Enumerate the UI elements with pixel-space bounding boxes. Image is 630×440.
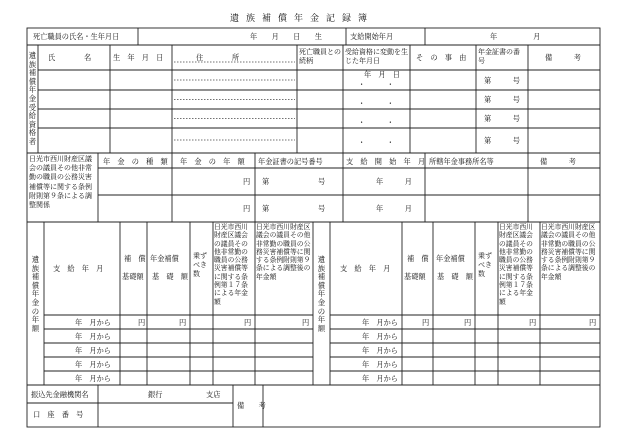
pay-start-label: 支給開始年月: [350, 32, 394, 41]
recipient-row-3-date: ・ ・: [358, 118, 394, 127]
annual-left-row-1-from: 年 月から: [75, 318, 111, 327]
branch-suffix: 支店: [206, 390, 221, 399]
footer-remarks-label: 備 考: [237, 401, 266, 410]
account-number-label: 口 座 番 号: [33, 410, 84, 419]
col-reason-header: そ の 事 由: [416, 53, 467, 62]
annual-right-col-period: 支 給 年 月: [340, 264, 391, 273]
col-cert-header: 年金証書の番 号: [478, 48, 555, 66]
annual-right-col-art17: 日光市西川財産区議会の議員その他非常勤の職員の公務災害補償等に関する条例第１７条による年金額: [499, 223, 533, 306]
deceased-name-label: 死亡職員の氏名・生年月日: [33, 32, 120, 41]
adj-row-1-dai: 第: [262, 177, 270, 186]
annual-left-yen-1: 円: [138, 318, 146, 327]
annual-right-col-hosho-sub: 基礎額: [404, 272, 426, 281]
annual-right-yen-1: 円: [422, 318, 430, 327]
adj-col-start: 支 給 開 始 年 月: [346, 157, 426, 166]
annual-left-yen-2: 円: [179, 318, 187, 327]
col-relation-header: 死亡職員との続柄: [299, 48, 341, 66]
annual-left-row-4-from: 年 月から: [75, 360, 111, 369]
adj-col-type: 年 金 の 種 類: [103, 157, 168, 166]
adj-row-2-go: 号: [318, 204, 326, 213]
adj-col-office: 所轄年金事務所名等: [429, 157, 494, 166]
annual-right-col-jou: 乗ずべき数: [478, 252, 492, 279]
annual-left-yen-3: 円: [244, 318, 252, 327]
annual-right-col-nenkin: 年金補償: [436, 254, 465, 263]
recipient-row-1-cert: 第 号: [484, 76, 520, 85]
col-change-header: 受給資格に変動を生じた年月日: [345, 48, 408, 66]
annual-right-yen-2: 円: [464, 318, 472, 327]
annual-left-yen-4: 円: [302, 318, 310, 327]
deceased-birth-date: 年 月 日 生: [250, 32, 322, 41]
annual-right-yen-3: 円: [529, 318, 537, 327]
annual-left-col-nenkin-sub: 基 礎 額: [152, 272, 188, 281]
recipient-row-3-cert: 第 号: [484, 114, 520, 123]
adj-row-1-yen: 円: [243, 177, 251, 186]
annual-right-col-hosho: 補 償: [407, 254, 429, 263]
annual-left-col-art9: 日光市西川財産区議会の議員その他非常勤の職員の公務災害補償等に関する条例附則第９条による調整後の年金額: [256, 223, 311, 281]
annual-right-row-1-from: 年 月から: [362, 318, 398, 327]
annual-left-row-2-from: 年 月から: [75, 332, 111, 341]
recipient-row-1-date: ・ ・: [358, 80, 394, 89]
annual-right-yen-4: 円: [589, 318, 597, 327]
adj-col-cert: 年金証書の記号番号: [258, 157, 323, 166]
annual-right-row-4-from: 年 月から: [362, 360, 398, 369]
annual-left-col-hosho-sub: 基礎額: [122, 272, 144, 281]
annual-left-row-3-from: 年 月から: [75, 346, 111, 355]
col-name-header: 氏 名: [48, 53, 92, 62]
annual-right-row-5-from: 年 月から: [362, 374, 398, 383]
adj-row-1-go: 号: [318, 177, 326, 186]
adj-row-2-ym: 年 月: [376, 204, 412, 213]
annual-side-label-right: 遺族補償年金の年額: [317, 255, 326, 333]
bank-suffix: 銀行: [148, 390, 163, 399]
recipient-row-2-cert: 第 号: [484, 95, 520, 104]
bank-label: 振込先金融機関名: [31, 390, 89, 399]
page-title: 遺族補償年金記録簿: [230, 14, 375, 24]
recipient-row-4-date: ・ ・: [358, 138, 394, 147]
adj-row-1-ym: 年 月: [376, 177, 412, 186]
annual-left-row-5-from: 年 月から: [75, 374, 111, 383]
col-change-ymd: 年 月 日: [364, 70, 400, 79]
adjustment-side-label: 日光市西川財産区議会の議員その他非常勤の職員の公務災害補償等に関する条例附則第９条による調整関係: [29, 155, 92, 210]
recipient-row-4-cert: 第 号: [484, 136, 520, 145]
annual-right-row-2-from: 年 月から: [362, 332, 398, 341]
annual-left-col-jou: 乗ずべき数: [193, 252, 207, 279]
annual-right-col-nenkin-sub: 基 礎 額: [437, 272, 473, 281]
recipients-side-label: 遺族補償年金受給資格者: [28, 51, 37, 146]
pay-start-ym: 年 月: [490, 32, 541, 41]
col-birth-header: 生 年 月 日: [113, 53, 164, 62]
annual-left-col-nenkin: 年金補償: [150, 254, 179, 263]
col-remarks-header: 備 考: [545, 53, 581, 62]
annual-right-row-3-from: 年 月から: [362, 346, 398, 355]
annual-left-col-period: 支 給 年 月: [53, 264, 104, 273]
adj-col-remarks: 備 考: [540, 157, 576, 166]
col-address-header: 住 所: [196, 53, 240, 62]
adj-row-2-dai: 第: [262, 204, 270, 213]
annual-side-label-left: 遺族補償年金の年額: [31, 255, 40, 333]
adj-col-amount: 年 金 の 年 額: [180, 157, 245, 166]
adj-row-2-yen: 円: [243, 204, 251, 213]
recipient-row-2-date: ・ ・: [358, 99, 394, 108]
annual-left-col-hosho: 補 償: [124, 254, 146, 263]
annual-right-col-art9: 日光市西川財産区議会の議員その他非常勤の職員の公務災害補償等に関する条例附則第９条による調整後の年金額: [541, 223, 596, 281]
annual-left-col-art17: 日光市西川財産区議会の議員その他非常勤の職員の公務災害補償等に関する条例第１７条による年金額: [214, 223, 248, 306]
